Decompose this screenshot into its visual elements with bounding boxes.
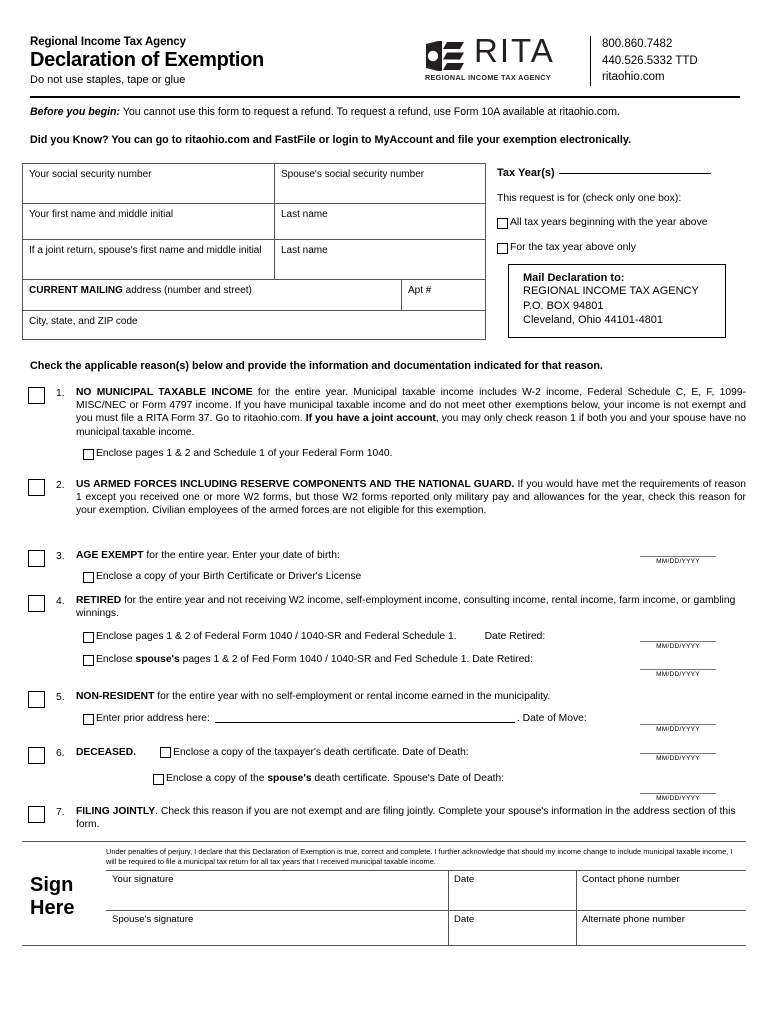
apt-field[interactable]: Apt #	[408, 285, 432, 296]
date-of-birth-caption: MM/DD/YYYY	[656, 558, 700, 565]
rita-wordmark: RITA	[474, 32, 555, 69]
date-of-death-input[interactable]: MM/DD/YYYY	[640, 743, 716, 762]
checkbox-spouse-death-certificate[interactable]	[153, 774, 164, 785]
mail-to-line2: P.O. BOX 94801	[523, 299, 604, 312]
reason-6-number: 6.	[56, 748, 65, 759]
reason-1-title: NO MUNICIPAL TAXABLE INCOME	[76, 387, 253, 398]
reason-6-title: DECEASED.	[76, 747, 137, 758]
spouse-signature-date-field[interactable]: Date	[454, 914, 475, 925]
prior-address-label: Enter prior address here:	[96, 713, 210, 725]
checkbox-enclose-birth-certificate[interactable]	[83, 572, 94, 583]
signature-date-field[interactable]: Date	[454, 874, 475, 885]
reason-2-body: US ARMED FORCES INCLUDING RESERVE COMPONENTS AND THE NATIONAL GUARD. If you would have met the requirements of reason 1 except you received one or more W2 forms, but those W2 forms reported only military pay and allowances for the year, check this reason for your exemption. Civilian employees of the armed forces are not eligible for this exemption.	[76, 479, 746, 517]
mail-to-line1: REGIONAL INCOME TAX AGENCY	[523, 285, 699, 297]
spouse-date-retired-input[interactable]: MM/DD/YYYY	[640, 659, 716, 678]
checkbox-reason-2[interactable]	[28, 479, 45, 496]
reason-1-body: NO MUNICIPAL TAXABLE INCOME for the entire year. Municipal taxable income includes W-2 income, Federal Schedule C, E, F, 1099-MISC/NEC or Form 4797 income. If you have municipal taxable income and do not meet other exemptions below, your income is not exempt and you must file a RITA Form 37. Go to ritaohio.com. If you have a joint account, you may only check reason 1 if both you and your spouse have no municipal taxable income.	[76, 387, 747, 438]
contact-phone-field[interactable]: Contact phone number	[582, 874, 680, 885]
checkbox-enclose-spouse-1040-retired[interactable]	[83, 655, 94, 666]
header-titles	[30, 36, 430, 86]
taxpayer-death-label: Enclose a copy of the taxpayer's death certificate. Date of Death:	[173, 747, 469, 758]
checkbox-enclose-1040-retired[interactable]	[83, 632, 94, 643]
reason-4-sub-1[interactable]: Enclose pages 1 & 2 of Federal Form 1040 / 1040-SR and Federal Schedule 1. Date Retired:	[83, 631, 746, 643]
checkbox-reason-5[interactable]	[28, 691, 45, 708]
signature-rule-bottom	[22, 945, 746, 946]
reason-3-body: AGE EXEMPT for the entire year. Enter your date of birth:	[76, 550, 340, 561]
page-title: Declaration of Exemption	[30, 49, 264, 71]
before-you-begin-text: You cannot use this form to request a refund. To request a refund, use Form 10A available at ritaohio.com.	[120, 106, 620, 118]
signature-section	[22, 841, 746, 945]
date-of-move-label: . Date of Move:	[516, 713, 587, 725]
reason-7-title: FILING JOINTLY	[76, 806, 156, 817]
checkbox-enclose-1040[interactable]	[83, 449, 94, 460]
spouse-name-row	[23, 240, 485, 280]
reason-4-body: RETIRED for the entire year and not receiving W2 income, self-employment income, consulting income, rental income, farm income, or gambling winnings.	[76, 595, 736, 620]
tax-year-label-row	[497, 167, 745, 179]
mailing-address-field[interactable]: CURRENT MAILING address (number and street)	[23, 280, 402, 311]
checkbox-reason-6[interactable]	[28, 747, 45, 764]
reason-3-number: 3.	[56, 551, 65, 562]
tax-year-label: Tax Year(s)	[497, 167, 555, 179]
city-state-zip-field[interactable]: City, state, and ZIP code	[29, 316, 138, 327]
reason-2-title: US ARMED FORCES INCLUDING RESERVE COMPONENTS AND THE NATIONAL GUARD.	[76, 479, 515, 490]
last-name-field[interactable]: Last name	[281, 209, 328, 220]
checkbox-reason-7[interactable]	[28, 806, 45, 823]
signature-rule-top	[106, 870, 746, 871]
perjury-statement: Under penalties of perjury, I declare that this Declaration of Exemption is true, correct and complete. I further acknowledge that should my income change to include municipal taxable income, I will be required to file a municipal tax return for all tax years that I received municipal taxable income.	[106, 847, 733, 866]
checkbox-reason-3[interactable]	[28, 550, 45, 567]
header-subtitle: Do not use staples, tape or glue	[30, 74, 186, 86]
contact-info	[602, 36, 698, 86]
mail-to-title: Mail Declaration to:	[523, 272, 625, 284]
signature-rule-mid	[106, 910, 746, 911]
checkbox-prior-address[interactable]	[83, 714, 94, 725]
signature-divider-1	[448, 870, 449, 946]
first-name-field[interactable]: Your first name and middle initial	[23, 204, 275, 240]
your-signature-field[interactable]: Your signature	[112, 874, 174, 885]
reason-4	[28, 594, 746, 678]
reason-4-number: 4.	[56, 596, 65, 607]
reason-3-title: AGE EXEMPT	[76, 550, 144, 561]
name-row	[23, 204, 485, 240]
tax-year-panel	[497, 167, 745, 254]
taxpayer-identity-box	[22, 163, 486, 340]
mail-declaration-box	[508, 264, 726, 338]
reason-5-number: 5.	[56, 692, 65, 703]
checkbox-reason-4[interactable]	[28, 595, 45, 612]
ssn-field[interactable]: Your social security number	[23, 164, 275, 204]
option-all-years-label: All tax years beginning with the year above	[510, 217, 708, 228]
checkbox-taxpayer-death-certificate[interactable]	[160, 747, 171, 758]
sign-here-label: Sign Here	[30, 874, 75, 919]
header-rule	[30, 96, 740, 98]
rita-logo-icon	[424, 41, 470, 71]
option-single-year-row[interactable]	[497, 242, 745, 254]
checkbox-all-tax-years[interactable]	[497, 218, 508, 229]
checkbox-single-tax-year[interactable]	[497, 243, 508, 254]
date-retired-input[interactable]: MM/DD/YYYY	[640, 631, 716, 650]
reason-5-body: NON-RESIDENT for the entire year with no self-employment or rental income earned in the municipality.	[76, 691, 551, 702]
rita-logo	[424, 32, 584, 90]
form-header	[30, 32, 740, 98]
city-state-zip-row	[23, 311, 485, 339]
option-all-years-row[interactable]	[497, 217, 745, 229]
prior-address-input[interactable]	[215, 713, 515, 723]
reason-1-number: 1.	[56, 388, 65, 399]
website-link[interactable]: ritaohio.com	[602, 71, 665, 83]
reason-5	[28, 690, 746, 733]
date-of-move-input[interactable]: MM/DD/YYYY	[640, 714, 716, 733]
did-you-know: Did you Know? You can go to ritaohio.com and FastFile or login to MyAccount and file your exemption electronically.	[30, 134, 632, 146]
date-retired-label: Date Retired:	[484, 631, 546, 643]
reason-4-sub-2[interactable]: Enclose spouse's pages 1 & 2 of Fed Form 1040 / 1040-SR and Fed Schedule 1. Date Retired:	[83, 654, 746, 666]
reason-7-body: FILING JOINTLY. Check this reason if you are not exempt and are filing jointly. Complete your spouse's information in the address section of this form.	[76, 806, 736, 831]
checkbox-reason-1[interactable]	[28, 387, 45, 404]
reason-4-title: RETIRED	[76, 595, 122, 606]
rita-tagline: REGIONAL INCOME TAX AGENCY	[425, 73, 551, 82]
tax-year-note: This request is for (check only one box):	[497, 193, 682, 204]
tax-year-input[interactable]	[559, 173, 711, 174]
ssn-row	[23, 164, 485, 204]
reason-7	[28, 805, 746, 831]
before-you-begin-label: Before you begin:	[30, 106, 121, 118]
spouse-date-of-death-input[interactable]: MM/DD/YYYY	[640, 783, 716, 802]
reason-6-sub-2[interactable]: Enclose a copy of the spouse's death certificate. Spouse's Date of Death:	[153, 773, 746, 785]
mail-to-line3: Cleveland, Ohio 44101-4801	[523, 314, 664, 326]
agency-name: Regional Income Tax Agency	[30, 36, 186, 48]
spouse-signature-field[interactable]: Spouse's signature	[112, 914, 194, 925]
reason-5-title: NON-RESIDENT	[76, 691, 155, 702]
option-single-year-label: For the tax year above only	[510, 242, 636, 253]
before-you-begin	[30, 106, 745, 118]
mailing-address-row	[23, 280, 485, 311]
check-reasons-instruction: Check the applicable reason(s) below and provide the information and documentation indicated for that reason.	[30, 360, 603, 372]
spouse-first-name-field[interactable]: If a joint return, spouse's first name and middle initial	[23, 240, 275, 280]
reason-6	[28, 746, 746, 802]
phone-number: 800.860.7482	[602, 38, 673, 50]
reason-2	[28, 478, 746, 518]
spouse-last-name-field[interactable]: Last name	[281, 245, 328, 256]
header-divider	[590, 36, 591, 86]
date-of-birth-input[interactable]	[640, 546, 716, 565]
reason-7-number: 7.	[56, 807, 65, 818]
reason-1	[28, 386, 746, 460]
alternate-phone-field[interactable]: Alternate phone number	[582, 914, 685, 925]
reason-3	[28, 549, 746, 583]
reason-2-number: 2.	[56, 480, 65, 491]
signature-divider-2	[576, 870, 577, 946]
spouse-ssn-field[interactable]: Spouse's social security number	[281, 169, 425, 180]
reason-3-sub-1[interactable]: Enclose a copy of your Birth Certificate or Driver's License	[83, 571, 746, 583]
reason-1-sub-1[interactable]: Enclose pages 1 & 2 and Schedule 1 of your Federal Form 1040.	[83, 448, 746, 460]
ttd-number: 440.526.5332 TTD	[602, 54, 698, 67]
